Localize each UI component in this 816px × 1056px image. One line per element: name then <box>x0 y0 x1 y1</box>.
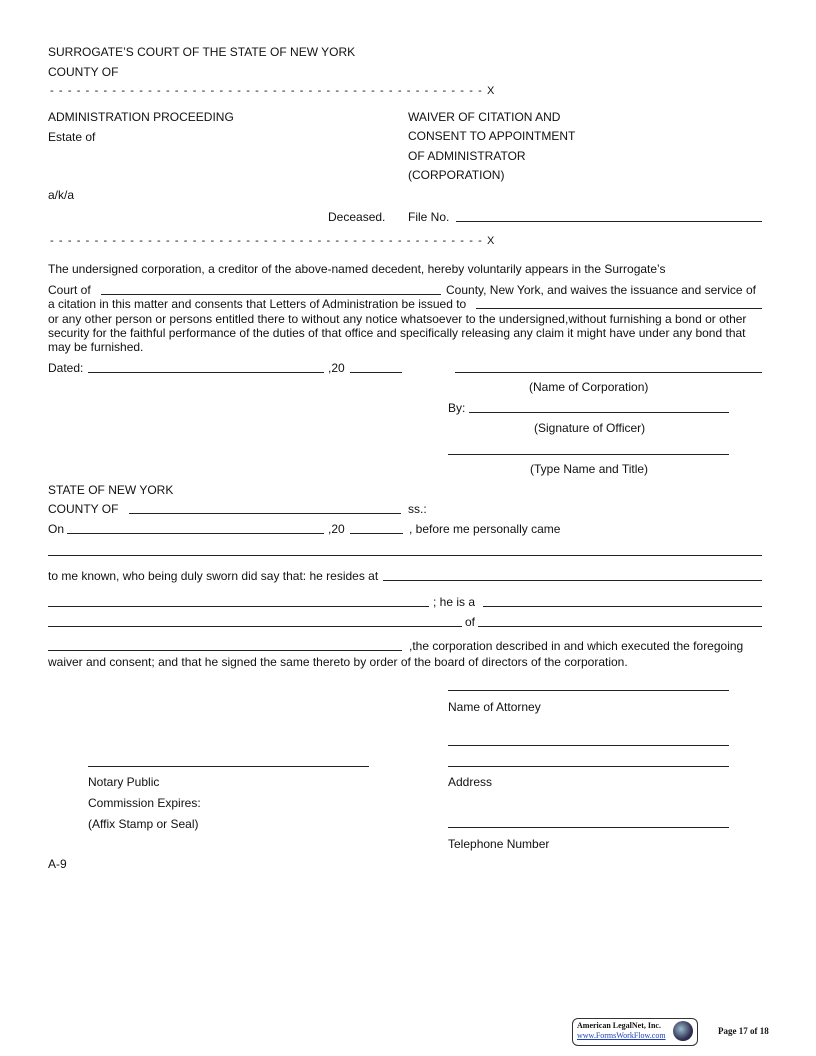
dated-label: Dated: <box>48 361 84 375</box>
company-url-link[interactable]: www.FormsWorkFlow.com <box>577 1031 666 1040</box>
notary-signature-field[interactable] <box>88 766 369 767</box>
doc-title-line-4: (CORPORATION) <box>408 168 505 182</box>
dated-year-label: ,20 <box>328 361 345 375</box>
doc-title-line-3: OF ADMINISTRATOR <box>408 149 526 163</box>
court-of-label: Court of <box>48 283 91 297</box>
waiver-consent-text: waiver and consent; and that he signed the same thereto by order of the board of directors of the corporation. <box>48 655 628 669</box>
corporation-field-cont[interactable] <box>48 650 402 651</box>
person-name-field[interactable] <box>48 555 762 556</box>
court-title: SURROGATE’S COURT OF THE STATE OF NEW YORK <box>48 45 356 59</box>
file-no-label: File No. <box>408 210 450 224</box>
estate-of-label: Estate of <box>48 130 96 144</box>
affix-stamp-label: (Affix Stamp or Seal) <box>88 817 199 831</box>
telephone-number-label: Telephone Number <box>448 837 550 851</box>
court-county-field[interactable] <box>101 294 441 295</box>
ack-county-field[interactable] <box>129 513 401 514</box>
dated-year-field[interactable] <box>350 372 402 373</box>
by-label: By: <box>448 401 466 415</box>
dash-divider-bottom: - - - - - - - - - - - - - - - - - - - - - - - - - - - - - - - - - - - - - - - - - - - - - - - - - X <box>50 235 496 247</box>
address-field-1[interactable] <box>448 745 729 746</box>
ack-year-field[interactable] <box>350 533 403 534</box>
dated-field[interactable] <box>88 372 324 373</box>
signature-of-officer-label: (Signature of Officer) <box>534 421 646 435</box>
body-paragraph: or any other person or persons entitled there to without any notice whatsoever to the undersigned,without furnishing a bond or other security for the faithful performance of the duties of that office and specifically releasing any claim it might have under any bond that may be furnished. <box>48 312 747 354</box>
county-label: COUNTY OF <box>48 65 119 79</box>
name-of-attorney-label: Name of Attorney <box>448 700 541 714</box>
form-id: A-9 <box>48 857 67 871</box>
ack-county-label: COUNTY OF <box>48 502 119 516</box>
notary-public-label: Notary Public <box>88 775 160 789</box>
type-name-title-label: (Type Name and Title) <box>530 462 649 476</box>
of-text: of <box>465 615 476 629</box>
officer-name-title-field[interactable] <box>448 454 729 455</box>
officer-position-field[interactable] <box>483 606 762 607</box>
ack-state-label: STATE OF NEW YORK <box>48 483 174 497</box>
corporation-name-field[interactable] <box>455 372 762 373</box>
x-mark: X <box>487 85 496 97</box>
corporation-field[interactable] <box>478 626 762 627</box>
company-name: American LegalNet, Inc. <box>577 1021 661 1030</box>
commission-expires-label: Commission Expires: <box>88 796 201 810</box>
ss-label: ss.: <box>408 502 427 516</box>
doc-title-line-2: CONSENT TO APPOINTMENT <box>408 129 576 143</box>
x-mark: X <box>487 235 496 247</box>
company-logo <box>572 1018 698 1046</box>
administrator-name-field[interactable] <box>476 308 762 309</box>
doc-title-line-1: WAIVER OF CITATION AND <box>408 110 561 124</box>
address-field-2[interactable] <box>448 766 729 767</box>
letters-text: a citation in this matter and consents that Letters of Administration be issued to <box>48 297 467 311</box>
position-field-cont[interactable] <box>48 626 462 627</box>
dash-divider-top: - - - - - - - - - - - - - - - - - - - - - - - - - - - - - - - - - - - - - - - - - - - - - - - - - X <box>50 85 496 97</box>
on-label: On <box>48 522 65 536</box>
officer-signature-field[interactable] <box>469 412 729 413</box>
he-is-a-text: ; he is a <box>433 595 476 609</box>
page-number: Page 17 of 18 <box>718 1026 769 1036</box>
residence-field[interactable] <box>383 580 762 581</box>
address-label: Address <box>448 775 493 789</box>
personally-came-text: , before me personally came <box>409 522 561 536</box>
ack-year-label: ,20 <box>328 522 345 536</box>
telephone-field[interactable] <box>448 827 729 828</box>
body-line-1: The undersigned corporation, a creditor of the above-named decedent, hereby voluntarily appears in the Surrogate’s <box>48 262 666 276</box>
ack-date-field[interactable] <box>67 533 324 534</box>
residence-field-cont[interactable] <box>48 606 429 607</box>
name-of-corporation-label: (Name of Corporation) <box>529 380 649 394</box>
corporation-described-text: ,the corporation described in and which executed the foregoing <box>409 639 744 653</box>
proceeding-label: ADMINISTRATION PROCEEDING <box>48 110 234 124</box>
county-ny-text: County, New York, and waives the issuance and service of <box>446 283 756 297</box>
attorney-name-field[interactable] <box>448 690 729 691</box>
deceased-label: Deceased. <box>328 210 386 224</box>
globe-seal-icon <box>673 1021 693 1041</box>
file-no-field[interactable] <box>456 221 762 222</box>
resides-at-text: to me known, who being duly sworn did say that: he resides at <box>48 569 379 583</box>
aka-label: a/k/a <box>48 188 75 202</box>
